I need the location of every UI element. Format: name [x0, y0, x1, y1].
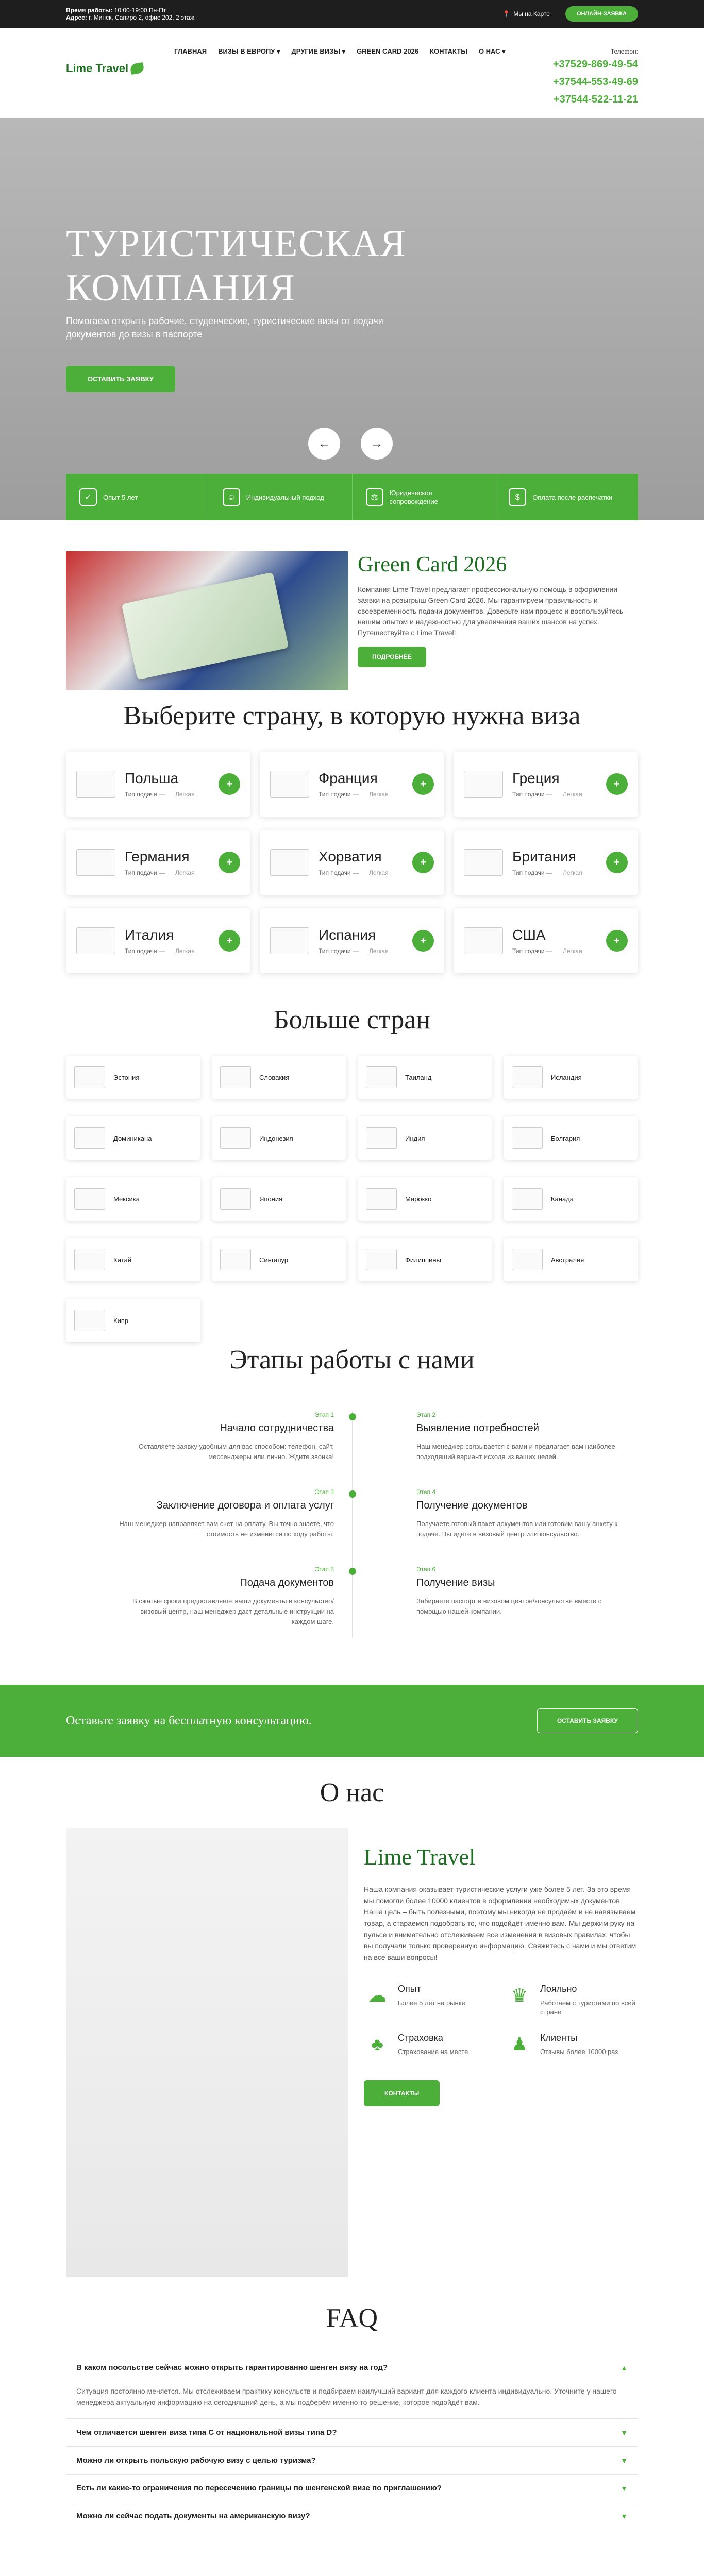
about-feature-title: Опыт: [398, 1984, 421, 1994]
faq-question[interactable]: [66, 2354, 638, 2381]
type-label: Тип подачи —: [319, 947, 359, 955]
more-country-card[interactable]: [66, 1177, 200, 1221]
country-name: Испания: [319, 927, 376, 943]
feature-legal: [353, 474, 496, 520]
nav-item-home[interactable]: ГЛАВНАЯ: [174, 47, 207, 55]
type-label: Тип подачи —: [512, 869, 552, 876]
type-label: Тип подачи —: [512, 791, 552, 798]
feature-experience: [66, 474, 209, 520]
arrow-left-icon[interactable]: ←: [308, 428, 340, 460]
plus-icon[interactable]: +: [219, 852, 240, 873]
nav-item-other-visas[interactable]: ДРУГИЕ ВИЗЫ ▾: [291, 47, 346, 55]
green-card-text: Компания Lime Travel предлагает профессиональную помощь в оформлении заявки на розыгрыш Green Card 2026. Мы гарантируем правильность и своевременность подачи документов. Доверьте нам процесс и воспользуйтесь нашим опытом и надежностью для увеличения ваших шансов на успех. Путешествуйте с Lime Travel!: [358, 585, 624, 637]
flag-icon: [512, 1066, 543, 1088]
plus-icon[interactable]: +: [412, 852, 434, 873]
green-card-section: [0, 520, 704, 696]
more-countries-section: [0, 984, 704, 1334]
faq-list: [66, 2354, 638, 2530]
faq-answer: Ситуация постоянно меняется. Мы отслеживаем практику консульств и подбираем наилучший вариант для каждого клиента индивидуально. Уточните у нашего менеджера актуальную информацию на сегодняшний день, а мы подберём именно то решение, которое подойдёт вам.: [66, 2381, 638, 2419]
level-label: Легкая: [562, 869, 582, 876]
country-name: Греция: [512, 770, 560, 786]
country-name: Болгария: [551, 1134, 580, 1142]
about-image: [66, 1828, 348, 2277]
more-country-card[interactable]: [504, 1238, 638, 1281]
plus-icon[interactable]: +: [606, 773, 628, 795]
stage-text: Наш менеджер направляет вам счет на оплату. Вы точно знаете, что стоимость не изменится по ходу работы.: [119, 1520, 334, 1538]
hero-title: ТУРИСТИЧЕСКАЯ КОМПАНИЯ: [66, 223, 407, 309]
people-icon: ♟: [511, 2033, 528, 2055]
country-card[interactable]: [454, 830, 638, 895]
countries-section: [0, 696, 704, 984]
tree-icon: ♣: [371, 2033, 383, 2055]
country-name: Эстония: [113, 1073, 140, 1081]
flag-icon: [220, 1066, 251, 1088]
country-card[interactable]: [66, 830, 250, 895]
scales-icon: ⚖: [366, 488, 383, 506]
faq-question[interactable]: [66, 2419, 638, 2447]
level-label: Легкая: [175, 869, 195, 876]
country-name: Таиланд: [405, 1073, 432, 1081]
level-label: Легкая: [368, 791, 389, 798]
about-feature-title: Клиенты: [540, 2032, 578, 2043]
country-name: Канада: [551, 1195, 574, 1203]
timeline: [66, 1411, 638, 1669]
hero-request-button[interactable]: ОСТАВИТЬ ЗАЯВКУ: [66, 366, 175, 392]
nav-item-europe-visas[interactable]: ВИЗЫ В ЕВРОПУ ▾: [218, 47, 280, 55]
flag-icon: [74, 1188, 105, 1210]
stage-step: Этап 5: [314, 1566, 334, 1573]
plus-icon[interactable]: +: [219, 773, 240, 795]
level-label: Легкая: [562, 947, 582, 955]
phone-2[interactable]: +37544-553-49-69: [552, 76, 638, 88]
more-country-card[interactable]: [358, 1238, 492, 1281]
faq-question-text: В каком посольстве сейчас можно открыть гарантированно шенген визу на год?: [76, 2363, 388, 2372]
more-country-card[interactable]: [212, 1238, 346, 1281]
level-label: Легкая: [175, 791, 195, 798]
logo[interactable]: [66, 62, 154, 75]
money-icon: $: [509, 488, 526, 506]
hero-features: [66, 474, 638, 520]
online-request-button[interactable]: ОНЛАЙН-ЗАЯВКА: [565, 6, 638, 22]
green-card-more-button[interactable]: ПОДРОБНЕЕ: [358, 647, 426, 667]
stage-title: Получение визы: [416, 1577, 495, 1588]
phones: [553, 47, 638, 108]
hours-value: 10:00-19:00 Пн-Пт: [114, 7, 166, 14]
type-label: Тип подачи —: [512, 947, 552, 955]
main-nav: [174, 47, 535, 56]
stage-6: [416, 1566, 633, 1617]
faq-question-text: Чем отличается шенген виза типа C от национальной визы типа D?: [76, 2428, 337, 2437]
map-pin-icon: 📍: [502, 10, 511, 18]
nav-item-about[interactable]: О НАС ▾: [478, 47, 506, 55]
country-name: Словакия: [259, 1073, 290, 1081]
flag-icon: [512, 1249, 543, 1270]
country-name: Марокко: [405, 1195, 432, 1203]
hero: [0, 118, 704, 520]
more-country-card[interactable]: [358, 1116, 492, 1160]
flag-icon: [366, 1188, 397, 1210]
stage-title: Выявление потребностей: [416, 1422, 539, 1434]
countries-title: Выберите страну, в которую нужна виза: [123, 701, 581, 731]
more-country-card[interactable]: [504, 1056, 638, 1099]
about-text: Наша компания оказывает туристические услуги уже более 5 лет. За это время мы помогли более 10000 клиентов в оформлении необходимых документов. Наша цель – быть полезными, поэтому мы никогда не продаём и не навязываем товар, а стараемся подобрать то, что подойдёт именно вам. Мы держим руку на пульсе и внимательно отслеживаем все изменения в визовых правилах, чтобы вы получали только проверенную информацию. Свяжитесь с нами и мы ответим на все ваши вопросы!: [364, 1885, 636, 1961]
type-label: Тип подачи —: [125, 869, 165, 876]
feature-label: Юридическое сопровождение: [389, 489, 438, 505]
country-card[interactable]: [454, 752, 638, 817]
stage-title: Начало сотрудничества: [220, 1422, 334, 1434]
nav-item-contacts[interactable]: КОНТАКТЫ: [430, 47, 467, 55]
faq-title: FAQ: [326, 2303, 378, 2333]
stage-step: Этап 4: [416, 1488, 436, 1496]
flag-icon: [366, 1127, 397, 1149]
stage-4: [416, 1488, 633, 1539]
flag-icon: [76, 849, 115, 876]
country-card[interactable]: [260, 752, 444, 817]
address-label: Адрес:: [66, 14, 87, 21]
flag-icon: [464, 771, 503, 798]
more-country-card[interactable]: [66, 1116, 200, 1160]
more-country-card[interactable]: [66, 1056, 200, 1099]
flag-icon: [464, 849, 503, 876]
feature-label: Индивидуальный подход: [246, 493, 324, 501]
leaf-icon: [130, 62, 145, 75]
country-name: Германия: [125, 849, 190, 865]
faq-question[interactable]: [66, 2502, 638, 2530]
country-name: Франция: [319, 770, 378, 786]
check-icon: ✓: [79, 488, 97, 506]
country-card[interactable]: [260, 830, 444, 895]
arrow-right-icon[interactable]: →: [361, 428, 393, 460]
stage-step: Этап 1: [314, 1411, 334, 1418]
stage-2: [416, 1411, 633, 1462]
flag-icon: [270, 849, 309, 876]
person-icon: ☺: [223, 488, 240, 506]
stages-title: Этапы работы с нами: [229, 1345, 475, 1375]
about-feature-desc: Работаем с туристами по всей стране: [540, 1999, 635, 2016]
stage-text: Наш менеджер связывается с вами и предлагает вам наиболее подходящий вариант исходя из ваших целей.: [416, 1443, 615, 1461]
flag-icon: [76, 927, 115, 954]
country-name: Исландия: [551, 1073, 582, 1081]
flag-icon: [74, 1066, 105, 1088]
plus-icon[interactable]: +: [412, 773, 434, 795]
feature-label: Опыт 5 лет: [103, 493, 138, 501]
flag-icon: [270, 771, 309, 798]
country-name: Польша: [125, 770, 179, 786]
about-feature: [364, 1984, 496, 2017]
stage-title: Получение документов: [416, 1500, 528, 1511]
country-name: Кипр: [113, 1316, 129, 1325]
green-card-title: Green Card 2026: [358, 553, 507, 577]
logo-text: Lime Travel: [66, 62, 129, 75]
stage-5: [118, 1566, 334, 1627]
more-country-card[interactable]: [212, 1177, 346, 1221]
faq-question-text: Можно ли сейчас подать документы на американскую визу?: [76, 2512, 310, 2520]
flag-icon: [366, 1066, 397, 1088]
slider-arrows: [308, 428, 393, 460]
about-feature-title: Лояльно: [540, 1984, 577, 1994]
level-label: Легкая: [175, 947, 195, 955]
flag-icon: [464, 927, 503, 954]
phone-3[interactable]: +37544-522-11-21: [553, 94, 638, 105]
type-label: Тип подачи —: [319, 791, 359, 798]
more-countries-title: Больше стран: [273, 1005, 431, 1035]
country-card[interactable]: [454, 908, 638, 973]
chevron-down-icon: ▼: [621, 2428, 628, 2437]
more-country-card[interactable]: [504, 1116, 638, 1160]
about-feature-desc: Страхование на месте: [398, 2048, 468, 2056]
hours-label: Время работы:: [66, 7, 113, 14]
stage-title: Подача документов: [240, 1577, 334, 1588]
plus-icon[interactable]: +: [606, 930, 628, 952]
about-feature: [506, 2032, 638, 2057]
phone-1[interactable]: +37529-869-49-54: [552, 59, 638, 70]
flag-icon: [74, 1127, 105, 1149]
level-label: Легкая: [368, 947, 389, 955]
timeline-dot: [349, 1413, 356, 1420]
about-feature-desc: Отзывы более 10000 раз: [540, 2048, 618, 2056]
more-countries-grid: [66, 1056, 638, 1342]
timeline-line: [352, 1411, 353, 1638]
chevron-down-icon: ▼: [621, 2512, 628, 2520]
topbar-info: [66, 7, 194, 21]
country-name: Хорватия: [319, 849, 382, 865]
stage-text: Получаете готовый пакет документов или готовим вашу анкету к подаче. Вы идете в визовый центр или консульство.: [416, 1520, 618, 1538]
country-card[interactable]: [66, 908, 250, 973]
stage-title: Заключение договора и оплата услуг: [156, 1500, 334, 1511]
phones-label: Телефон:: [610, 48, 638, 55]
more-country-card[interactable]: [66, 1238, 200, 1281]
stage-step: Этап 3: [314, 1488, 334, 1496]
more-country-card[interactable]: [66, 1299, 200, 1342]
flag-icon: [74, 1310, 105, 1331]
more-country-card[interactable]: [212, 1116, 346, 1160]
country-name: Доминикана: [113, 1134, 152, 1142]
timeline-dot: [349, 1490, 356, 1498]
stage-text: Забираете паспорт в визовом центре/консульстве вместе с помощью нашей компании.: [416, 1597, 602, 1615]
chevron-down-icon: ▼: [621, 2484, 628, 2493]
chevron-up-icon: ▲: [621, 2363, 628, 2372]
more-country-card[interactable]: [212, 1056, 346, 1099]
flag-icon: [220, 1127, 251, 1149]
faq-question[interactable]: [66, 2475, 638, 2502]
flag-icon: [512, 1127, 543, 1149]
stage-3: [118, 1488, 334, 1539]
stage-text: В сжатые сроки предоставляете ваши документы в консульство/визовый центр, наш менеджер даст детальные инструкции на каждом шаге.: [132, 1597, 334, 1625]
country-name: Япония: [259, 1195, 283, 1203]
about-feature-desc: Более 5 лет на рынке: [398, 1999, 465, 2007]
level-label: Легкая: [368, 869, 389, 876]
country-name: Мексика: [113, 1195, 140, 1203]
flag-icon: [366, 1249, 397, 1270]
country-name: Италия: [125, 927, 174, 943]
about-features: [364, 1984, 638, 2057]
feature-payment: [495, 474, 638, 520]
stage-step: Этап 2: [416, 1411, 436, 1418]
level-label: Легкая: [562, 791, 582, 798]
flag-icon: [74, 1249, 105, 1270]
country-card[interactable]: [66, 752, 250, 817]
country-name: Индонезия: [259, 1134, 293, 1142]
about-subtitle: Lime Travel: [364, 1844, 476, 1870]
map-link[interactable]: [502, 10, 550, 18]
about-title: О нас: [320, 1778, 384, 1807]
flag-icon: [76, 771, 115, 798]
more-country-card[interactable]: [358, 1056, 492, 1099]
consult-banner: [0, 1685, 704, 1757]
country-name: Индия: [405, 1134, 425, 1142]
flag-icon: [512, 1188, 543, 1210]
topbar: [0, 0, 704, 28]
country-name: Австралия: [551, 1256, 584, 1264]
country-name: Сингапур: [259, 1256, 289, 1264]
cloud-icon: ☁: [368, 1985, 387, 2006]
timeline-dot: [349, 1568, 356, 1575]
faq-question[interactable]: [66, 2447, 638, 2475]
stage-step: Этап 6: [416, 1566, 436, 1573]
green-card-image: [66, 551, 348, 690]
country-name: США: [512, 927, 546, 943]
country-name: Филиппины: [405, 1256, 441, 1264]
country-card[interactable]: [260, 908, 444, 973]
plus-icon[interactable]: +: [606, 852, 628, 873]
type-label: Тип подачи —: [125, 791, 165, 798]
nav-item-green-card[interactable]: GREEN CARD 2026: [357, 47, 419, 55]
consult-text: Оставьте заявку на бесплатную консультацию.: [66, 1714, 312, 1727]
plus-icon[interactable]: +: [412, 930, 434, 952]
feature-label: Оплата после распечатки: [532, 493, 613, 501]
faq-question-text: Можно ли открыть польскую рабочую визу с целью туризма?: [76, 2456, 316, 2465]
stage-1: [118, 1411, 334, 1462]
green-card-illustration: [122, 572, 289, 680]
address-value: г. Минск, Сапиро 2, офис 202, 2 этаж: [89, 14, 194, 21]
plus-icon[interactable]: +: [219, 930, 240, 952]
type-label: Тип подачи —: [319, 869, 359, 876]
hero-subtitle: Помогаем открыть рабочие, студенческие, туристические визы от подачи документов до визы в паспорте: [66, 316, 383, 340]
contacts-button[interactable]: КОНТАКТЫ: [364, 2080, 440, 2106]
flag-icon: [270, 927, 309, 954]
more-country-card[interactable]: [358, 1177, 492, 1221]
flag-icon: [220, 1188, 251, 1210]
country-name: Китай: [113, 1256, 132, 1264]
faq-question-text: Есть ли какие-то ограничения по пересечению границы по шенгенской визе по приглашению?: [76, 2484, 442, 2493]
chevron-down-icon: ▼: [621, 2456, 628, 2465]
about-feature: [364, 2032, 496, 2057]
flag-icon: [220, 1249, 251, 1270]
consult-request-button[interactable]: ОСТАВИТЬ ЗАЯВКУ: [537, 1708, 638, 1733]
faq-section: [0, 2303, 704, 2576]
stages-section: [0, 1334, 704, 1685]
type-label: Тип подачи —: [125, 947, 165, 955]
feature-individual: [209, 474, 353, 520]
crown-icon: ♛: [511, 1985, 528, 2006]
map-link-label: Мы на Карте: [513, 10, 550, 18]
country-name: Британия: [512, 849, 576, 865]
about-feature: [506, 1984, 638, 2017]
about-feature-title: Страховка: [398, 2032, 443, 2043]
country-grid: [66, 752, 638, 973]
more-country-card[interactable]: [504, 1177, 638, 1221]
about-section: [0, 1757, 704, 2303]
header: [0, 28, 704, 118]
stage-text: Оставляете заявку удобным для вас способом: телефон, сайт, мессенджеры или лично. Ждите звонка!: [138, 1443, 334, 1461]
